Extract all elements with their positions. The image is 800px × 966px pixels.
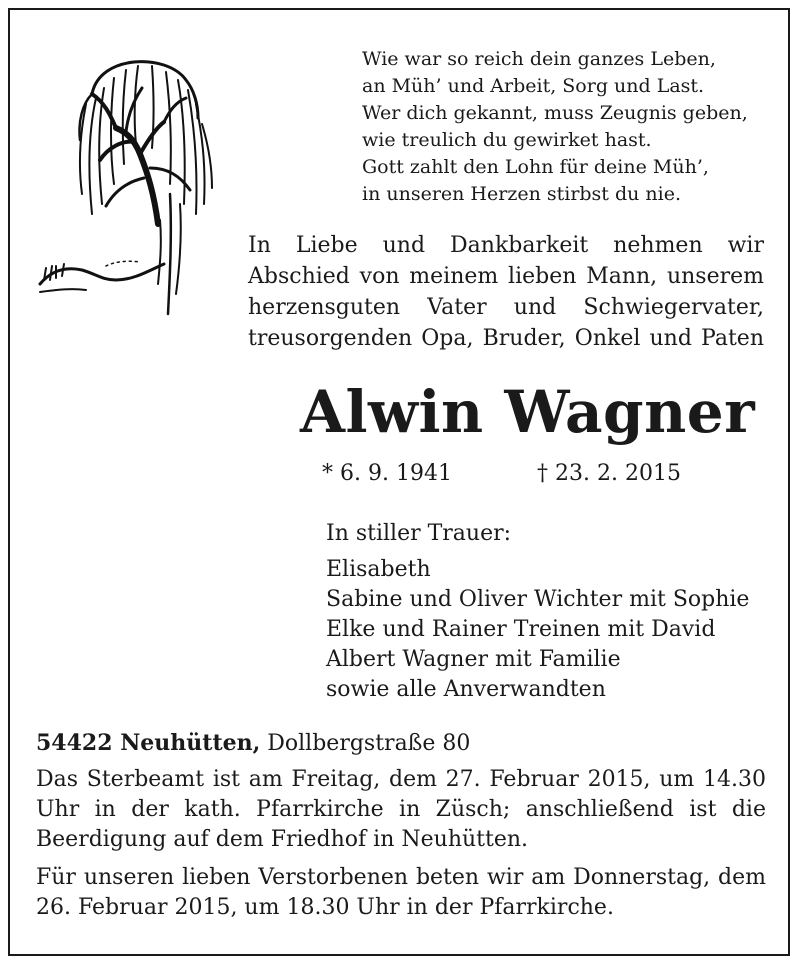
mourners-list (326, 519, 776, 705)
mourner-name: Albert Wagner mit Familie (326, 647, 621, 672)
birth-date: * 6. 9. 1941 (322, 461, 452, 486)
address-street: Dollbergstraße 80 (260, 731, 471, 756)
poem-line: wie treulich du gewirket hast. (362, 129, 652, 151)
poem-line: Wie war so reich dein ganzes Leben, (362, 48, 716, 70)
poem-line: Wer dich gekannt, muss Zeugnis geben, (362, 102, 748, 124)
farewell-line: treusorgenden Opa, Bruder, Onkel und Paten (248, 326, 764, 351)
family-address (36, 728, 766, 759)
poem-line: an Müh’ und Arbeit, Sorg und Last. (362, 75, 705, 97)
funeral-notice: Das Sterbeamt ist am Freitag, dem 27. Februar 2015, um 14.30 Uhr in der kath. Pfarrkirche in Züsch; anschließend ist die Beerdigung auf dem Friedhof in Neuhütten. (36, 767, 766, 852)
mourner-name: Sabine und Oliver Wichter mit Sophie (326, 587, 750, 612)
memorial-poem (362, 46, 782, 208)
deceased-name: Alwin Wagner (300, 378, 756, 446)
mourner-name: sowie alle Anverwandten (326, 677, 606, 702)
poem-line: Gott zahlt den Lohn für deine Müh’, (362, 156, 709, 178)
death-date: † 23. 2. 2015 (537, 461, 681, 486)
farewell-line: In Liebe und Dankbarkeit nehmen wir (248, 233, 764, 258)
address-place: 54422 Neuhütten, (36, 730, 261, 756)
weeping-willow-icon (30, 44, 230, 324)
mourner-name: Elisabeth (326, 557, 431, 582)
poem-line: in unseren Herzen stirbst du nie. (362, 183, 682, 205)
notice-footer (36, 728, 766, 923)
farewell-line: herzensguten Vater und Schwiegervater, (248, 295, 764, 320)
prayer-notice: Für unseren lieben Verstorbenen beten wir am Donnerstag, dem 26. Februar 2015, um 18.30 Uhr in der Pfarrkirche. (36, 865, 766, 920)
farewell-text (248, 230, 764, 354)
farewell-line: Abschied von meinem lieben Mann, unserem (248, 264, 764, 289)
mourners-heading: In stiller Trauer: (326, 521, 512, 546)
mourner-name: Elke und Rainer Treinen mit David (326, 617, 716, 642)
